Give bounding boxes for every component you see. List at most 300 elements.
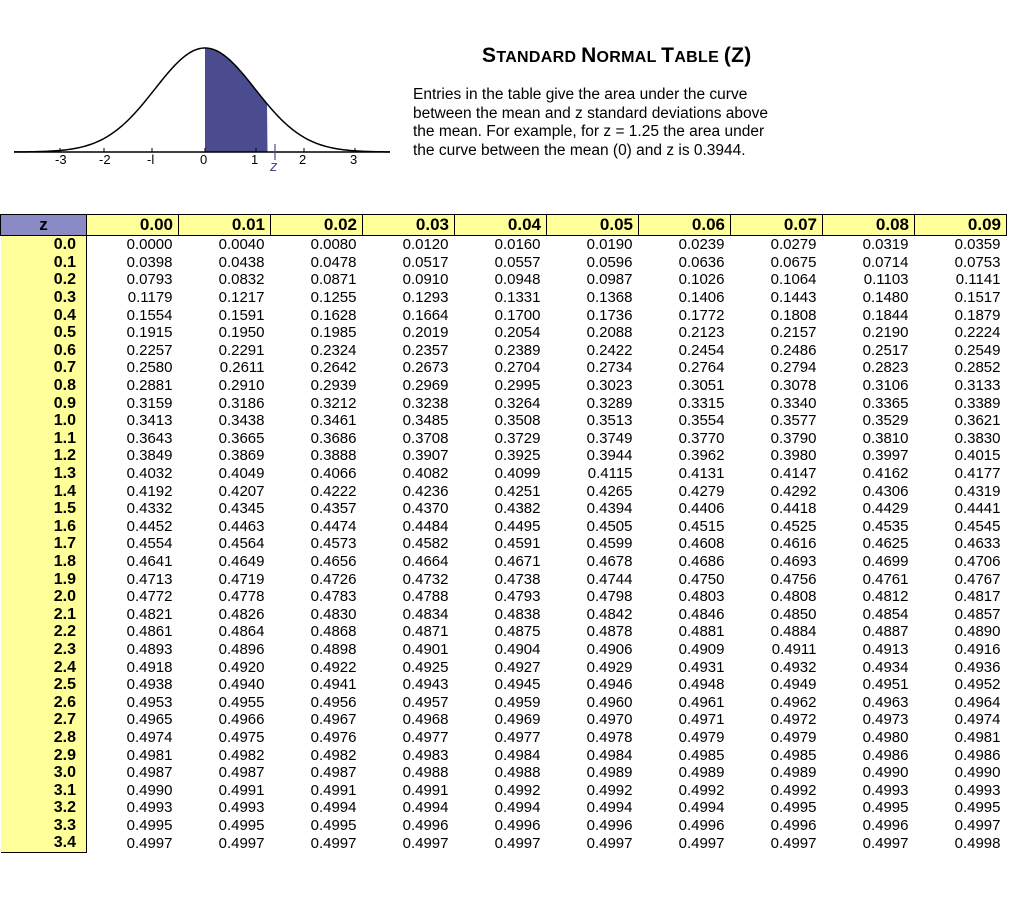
area-cell: 0.3315 <box>678 394 725 412</box>
area-cell: 0.4971 <box>678 711 725 729</box>
area-cell: 0.4955 <box>218 693 265 711</box>
axis-tick-label: 1 <box>251 152 259 167</box>
area-cell: 0.3810 <box>862 429 909 447</box>
z-value-cell: 0.9 <box>1 394 87 412</box>
area-cell: 0.1772 <box>678 306 725 324</box>
header-row <box>1 215 1007 236</box>
z-value-cell: 1.8 <box>1 553 87 571</box>
area-cell: 0.4996 <box>770 816 817 834</box>
column-header: 0.00 <box>87 215 179 236</box>
area-cell: 0.2454 <box>678 341 725 359</box>
area-cell: 0.4319 <box>954 482 1001 500</box>
area-cell: 0.4834 <box>402 605 449 623</box>
area-cell: 0.3159 <box>126 394 173 412</box>
z-column-header: z <box>1 215 87 236</box>
area-cell: 0.4990 <box>126 781 173 799</box>
area-cell: 0.3389 <box>954 394 1001 412</box>
table-row <box>1 764 1007 782</box>
area-cell: 0.3023 <box>586 377 633 395</box>
area-cell: 0.4946 <box>586 676 633 694</box>
area-cell: 0.3212 <box>310 394 357 412</box>
area-cell: 0.0987 <box>586 271 633 289</box>
area-cell: 0.4750 <box>678 570 725 588</box>
area-cell: 0.4932 <box>770 658 817 676</box>
area-cell: 0.4678 <box>586 552 633 570</box>
area-cell: 0.3508 <box>494 412 541 430</box>
area-cell: 0.4989 <box>770 764 817 782</box>
table-row <box>1 817 1007 835</box>
area-cell: 0.2969 <box>402 377 449 395</box>
area-cell: 0.0080 <box>310 236 357 254</box>
area-cell: 0.3925 <box>494 447 541 465</box>
area-cell: 0.4989 <box>678 764 725 782</box>
area-cell: 0.4996 <box>402 816 449 834</box>
area-cell: 0.4738 <box>494 570 541 588</box>
area-cell: 0.3554 <box>678 412 725 430</box>
z-value-cell: 2.1 <box>1 605 87 623</box>
table-row <box>1 518 1007 536</box>
area-cell: 0.3340 <box>770 394 817 412</box>
area-cell: 0.3078 <box>770 377 817 395</box>
area-cell: 0.0517 <box>402 253 449 271</box>
area-cell: 0.3485 <box>402 412 449 430</box>
axis-tick-label: 0 <box>200 152 208 167</box>
area-cell: 0.4693 <box>770 552 817 570</box>
area-cell: 0.4985 <box>770 746 817 764</box>
area-cell: 0.3051 <box>678 377 725 395</box>
z-table <box>0 214 1007 853</box>
area-cell: 0.1517 <box>954 289 1001 307</box>
area-cell: 0.4474 <box>310 517 357 535</box>
area-cell: 0.1064 <box>770 271 817 289</box>
area-cell: 0.0040 <box>218 236 265 254</box>
description-line: between the mean and z standard deviations above <box>413 104 769 122</box>
area-cell: 0.4984 <box>586 746 633 764</box>
area-cell: 0.2611 <box>219 359 265 377</box>
area-cell: 0.4995 <box>218 816 265 834</box>
area-cell: 0.4830 <box>310 605 357 623</box>
area-cell: 0.2549 <box>954 341 1001 359</box>
table-row <box>1 605 1007 623</box>
area-cell: 0.3749 <box>586 429 633 447</box>
area-cell: 0.4993 <box>218 799 265 817</box>
area-cell: 0.4896 <box>218 640 265 658</box>
area-cell: 0.4871 <box>402 623 449 641</box>
area-cell: 0.4970 <box>586 711 633 729</box>
area-cell: 0.1700 <box>494 306 541 324</box>
area-cell: 0.3997 <box>862 447 909 465</box>
area-cell: 0.4992 <box>586 781 633 799</box>
area-cell: 0.0636 <box>678 253 725 271</box>
area-cell: 0.4940 <box>218 676 265 694</box>
area-cell: 0.3708 <box>402 429 449 447</box>
area-cell: 0.4192 <box>126 482 173 500</box>
area-cell: 0.0871 <box>310 271 357 289</box>
area-cell: 0.4382 <box>494 500 541 518</box>
area-cell: 0.1628 <box>310 306 357 324</box>
area-cell: 0.4884 <box>770 623 817 641</box>
z-value-cell: 0.1 <box>1 254 87 272</box>
area-cell: 0.0948 <box>494 271 541 289</box>
area-cell: 0.4803 <box>678 588 725 606</box>
area-cell: 0.4978 <box>586 728 633 746</box>
area-cell: 0.4066 <box>310 465 357 483</box>
area-cell: 0.4251 <box>494 482 541 500</box>
table-row <box>1 324 1007 342</box>
area-cell: 0.4990 <box>954 764 1001 782</box>
area-cell: 0.1879 <box>954 306 1001 324</box>
table-row <box>1 236 1007 254</box>
area-cell: 0.3186 <box>218 394 265 412</box>
area-cell: 0.1406 <box>678 289 725 307</box>
area-cell: 0.4744 <box>586 570 633 588</box>
area-cell: 0.4959 <box>494 693 541 711</box>
area-cell: 0.4987 <box>126 764 173 782</box>
area-cell: 0.4911 <box>771 640 817 658</box>
column-header: 0.06 <box>639 215 731 236</box>
area-cell: 0.4987 <box>218 764 265 782</box>
area-cell: 0.4927 <box>494 658 541 676</box>
area-cell: 0.4994 <box>586 799 633 817</box>
area-cell: 0.4997 <box>586 834 633 852</box>
area-cell: 0.4977 <box>402 728 449 746</box>
table-row <box>1 359 1007 377</box>
area-cell: 0.0239 <box>678 236 725 254</box>
area-cell: 0.4991 <box>218 781 265 799</box>
area-cell: 0.4920 <box>218 658 265 676</box>
description <box>413 86 953 160</box>
area-cell: 0.4898 <box>310 640 357 658</box>
area-cell: 0.0000 <box>126 236 173 254</box>
table-row <box>1 658 1007 676</box>
z-value-cell: 0.8 <box>1 377 87 395</box>
area-cell: 0.2486 <box>770 341 817 359</box>
area-cell: 0.4370 <box>402 500 449 518</box>
area-cell: 0.4904 <box>494 640 541 658</box>
area-cell: 0.4686 <box>678 552 725 570</box>
area-cell: 0.4846 <box>678 605 725 623</box>
area-cell: 0.4964 <box>954 693 1001 711</box>
table-row <box>1 412 1007 430</box>
area-cell: 0.2704 <box>494 359 541 377</box>
z-value-cell: 3.0 <box>1 764 87 782</box>
description-line: Entries in the table give the area under the curve <box>413 86 748 103</box>
area-cell: 0.4986 <box>954 746 1001 764</box>
area-cell: 0.2852 <box>954 359 1001 377</box>
area-cell: 0.4147 <box>770 465 817 483</box>
area-cell: 0.4945 <box>494 676 541 694</box>
z-value-cell: 2.2 <box>1 623 87 641</box>
area-cell: 0.4998 <box>954 834 1001 852</box>
table-row <box>1 553 1007 571</box>
area-cell: 0.4973 <box>862 711 909 729</box>
area-cell: 0.2324 <box>310 341 357 359</box>
area-cell: 0.2389 <box>494 341 541 359</box>
area-cell: 0.4992 <box>678 781 725 799</box>
area-cell: 0.4986 <box>862 746 909 764</box>
area-cell: 0.0714 <box>862 253 909 271</box>
area-cell: 0.4995 <box>310 816 357 834</box>
area-cell: 0.4641 <box>126 552 173 570</box>
area-cell: 0.4997 <box>770 834 817 852</box>
area-cell: 0.1844 <box>862 306 909 324</box>
area-cell: 0.4554 <box>126 535 173 553</box>
axis-tick-label: -2 <box>99 152 111 167</box>
z-value-cell: 1.3 <box>1 465 87 483</box>
z-value-cell: 2.5 <box>1 676 87 694</box>
area-cell: 0.4726 <box>310 570 357 588</box>
area-cell: 0.4943 <box>402 676 449 694</box>
area-cell: 0.4931 <box>678 658 725 676</box>
column-header: 0.04 <box>455 215 547 236</box>
area-cell: 0.3980 <box>770 447 817 465</box>
area-cell: 0.0190 <box>586 236 633 254</box>
area-cell: 0.3888 <box>310 447 357 465</box>
area-cell: 0.2995 <box>494 377 541 395</box>
z-value-cell: 0.4 <box>1 306 87 324</box>
area-cell: 0.4918 <box>126 658 173 676</box>
area-cell: 0.3238 <box>402 394 449 412</box>
page-title: STANDARD NORMAL TABLE (Z) <box>482 44 752 67</box>
table-row <box>1 623 1007 641</box>
area-cell: 0.4982 <box>310 746 357 764</box>
area-cell: 0.2734 <box>586 359 633 377</box>
z-value-cell: 3.2 <box>1 799 87 817</box>
area-cell: 0.4162 <box>862 465 909 483</box>
area-cell: 0.2357 <box>402 341 449 359</box>
area-cell: 0.2088 <box>586 324 633 342</box>
area-cell: 0.4535 <box>862 517 909 535</box>
table-row <box>1 289 1007 307</box>
area-cell: 0.4989 <box>586 764 633 782</box>
area-cell: 0.3438 <box>218 412 265 430</box>
area-cell: 0.4664 <box>402 552 449 570</box>
area-cell: 0.4893 <box>126 640 173 658</box>
description-line: the curve between the mean (0) and z is 0.3944. <box>413 141 746 159</box>
area-cell: 0.4429 <box>862 500 909 518</box>
z-value-cell: 1.6 <box>1 518 87 536</box>
normal-curve-figure <box>12 40 392 175</box>
area-cell: 0.4977 <box>494 728 541 746</box>
area-cell: 0.4980 <box>862 728 909 746</box>
area-cell: 0.4265 <box>586 482 633 500</box>
area-cell: 0.4995 <box>126 816 173 834</box>
table-row <box>1 500 1007 518</box>
area-cell: 0.4995 <box>770 799 817 817</box>
area-cell: 0.2794 <box>770 359 817 377</box>
area-cell: 0.1480 <box>862 289 909 307</box>
area-cell: 0.2422 <box>586 341 633 359</box>
area-cell: 0.3106 <box>862 377 909 395</box>
area-cell: 0.4956 <box>310 693 357 711</box>
area-cell: 0.4332 <box>126 500 173 518</box>
area-cell: 0.4938 <box>126 676 173 694</box>
area-cell: 0.4861 <box>126 623 173 641</box>
area-cell: 0.4994 <box>402 799 449 817</box>
area-cell: 0.4706 <box>954 552 1001 570</box>
area-cell: 0.4988 <box>402 764 449 782</box>
table-row <box>1 693 1007 711</box>
column-header: 0.07 <box>731 215 823 236</box>
area-cell: 0.4992 <box>770 781 817 799</box>
column-header: 0.02 <box>271 215 363 236</box>
area-cell: 0.4979 <box>678 728 725 746</box>
area-cell: 0.3665 <box>218 429 265 447</box>
area-cell: 0.4406 <box>678 500 725 518</box>
area-cell: 0.4177 <box>954 465 1001 483</box>
area-cell: 0.4984 <box>494 746 541 764</box>
area-cell: 0.4564 <box>218 535 265 553</box>
area-cell: 0.3729 <box>494 429 541 447</box>
area-cell: 0.4599 <box>586 535 633 553</box>
area-cell: 0.4854 <box>862 605 909 623</box>
area-cell: 0.2291 <box>218 341 265 359</box>
area-cell: 0.4993 <box>954 781 1001 799</box>
area-cell: 0.4952 <box>954 676 1001 694</box>
area-cell: 0.4032 <box>126 465 173 483</box>
table-row <box>1 394 1007 412</box>
table-row <box>1 641 1007 659</box>
table-row <box>1 729 1007 747</box>
area-cell: 0.3869 <box>218 447 265 465</box>
area-cell: 0.4394 <box>586 500 633 518</box>
area-cell: 0.4982 <box>218 746 265 764</box>
area-cell: 0.4925 <box>402 658 449 676</box>
area-cell: 0.0675 <box>770 253 817 271</box>
area-cell: 0.4916 <box>954 640 1001 658</box>
area-cell: 0.4997 <box>678 834 725 852</box>
area-cell: 0.4913 <box>862 640 909 658</box>
area-cell: 0.4972 <box>770 711 817 729</box>
area-cell: 0.3770 <box>678 429 725 447</box>
area-cell: 0.4857 <box>954 605 1001 623</box>
area-cell: 0.4788 <box>402 588 449 606</box>
area-cell: 0.4975 <box>218 728 265 746</box>
area-cell: 0.4996 <box>494 816 541 834</box>
column-header: 0.03 <box>363 215 455 236</box>
area-cell: 0.0160 <box>494 236 541 254</box>
area-cell: 0.1293 <box>402 289 449 307</box>
area-cell: 0.4115 <box>587 465 633 483</box>
area-cell: 0.4992 <box>494 781 541 799</box>
area-cell: 0.4049 <box>218 465 265 483</box>
area-cell: 0.1103 <box>863 271 909 289</box>
z-value-cell: 2.7 <box>1 711 87 729</box>
area-cell: 0.4719 <box>218 570 265 588</box>
area-cell: 0.4995 <box>862 799 909 817</box>
area-cell: 0.2673 <box>402 359 449 377</box>
area-cell: 0.4222 <box>310 482 357 500</box>
area-cell: 0.0793 <box>126 271 173 289</box>
area-cell: 0.4878 <box>586 623 633 641</box>
table-row <box>1 676 1007 694</box>
area-cell: 0.4793 <box>494 588 541 606</box>
table-row <box>1 465 1007 483</box>
area-cell: 0.1985 <box>310 324 357 342</box>
area-cell: 0.4808 <box>770 588 817 606</box>
area-cell: 0.4968 <box>402 711 449 729</box>
area-cell: 0.4981 <box>954 728 1001 746</box>
area-cell: 0.4997 <box>218 834 265 852</box>
area-cell: 0.4545 <box>954 517 1001 535</box>
area-cell: 0.4997 <box>402 834 449 852</box>
area-cell: 0.4713 <box>126 570 173 588</box>
area-cell: 0.4890 <box>954 623 1001 641</box>
area-cell: 0.1443 <box>770 289 817 307</box>
area-cell: 0.4756 <box>770 570 817 588</box>
area-cell: 0.4909 <box>678 640 725 658</box>
area-cell: 0.4656 <box>310 552 357 570</box>
z-value-cell: 3.1 <box>1 781 87 799</box>
area-cell: 0.3790 <box>770 429 817 447</box>
area-cell: 0.4279 <box>678 482 725 500</box>
area-cell: 0.4995 <box>954 799 1001 817</box>
area-cell: 0.0359 <box>954 236 1001 254</box>
area-cell: 0.2054 <box>494 324 541 342</box>
area-cell: 0.4875 <box>494 623 541 641</box>
area-cell: 0.4974 <box>954 711 1001 729</box>
area-cell: 0.1255 <box>310 289 357 307</box>
area-cell: 0.4850 <box>770 605 817 623</box>
axis-tick-label: -3 <box>55 152 67 167</box>
area-cell: 0.3513 <box>586 412 633 430</box>
column-header: 0.01 <box>179 215 271 236</box>
area-cell: 0.4966 <box>218 711 265 729</box>
z-value-cell: 2.6 <box>1 693 87 711</box>
z-value-cell: 2.8 <box>1 729 87 747</box>
z-value-cell: 1.2 <box>1 447 87 465</box>
area-cell: 0.1808 <box>770 306 817 324</box>
area-cell: 0.2019 <box>402 324 449 342</box>
area-cell: 0.0478 <box>310 253 357 271</box>
table-row <box>1 377 1007 395</box>
area-cell: 0.4515 <box>678 517 725 535</box>
area-cell: 0.4131 <box>678 465 725 483</box>
z-value-cell: 1.9 <box>1 570 87 588</box>
area-cell: 0.4761 <box>862 570 909 588</box>
area-cell: 0.4778 <box>218 588 265 606</box>
area-cell: 0.4495 <box>494 517 541 535</box>
area-cell: 0.4821 <box>126 605 173 623</box>
area-cell: 0.3643 <box>126 429 173 447</box>
area-cell: 0.2580 <box>126 359 173 377</box>
area-cell: 0.4357 <box>310 500 357 518</box>
area-cell: 0.4868 <box>310 623 357 641</box>
z-value-cell: 0.2 <box>1 271 87 289</box>
area-cell: 0.3621 <box>954 412 1001 430</box>
area-cell: 0.4994 <box>310 799 357 817</box>
z-value-cell: 2.4 <box>1 658 87 676</box>
area-cell: 0.4649 <box>218 552 265 570</box>
z-value-cell: 0.0 <box>1 236 87 254</box>
area-cell: 0.1141 <box>955 271 1001 289</box>
area-cell: 0.1736 <box>586 306 633 324</box>
axis-tick-label: 3 <box>350 152 358 167</box>
z-value-cell: 1.7 <box>1 535 87 553</box>
z-value-cell: 1.4 <box>1 482 87 500</box>
axis-tick-label: -l <box>147 152 155 167</box>
area-cell: 0.3686 <box>310 429 357 447</box>
table-row <box>1 711 1007 729</box>
area-cell: 0.4951 <box>862 676 909 694</box>
area-cell: 0.4345 <box>218 500 265 518</box>
area-cell: 0.1591 <box>218 306 265 324</box>
area-cell: 0.4957 <box>402 693 449 711</box>
area-cell: 0.4934 <box>862 658 909 676</box>
area-cell: 0.4798 <box>586 588 633 606</box>
area-cell: 0.4983 <box>402 746 449 764</box>
z-value-cell: 1.5 <box>1 500 87 518</box>
